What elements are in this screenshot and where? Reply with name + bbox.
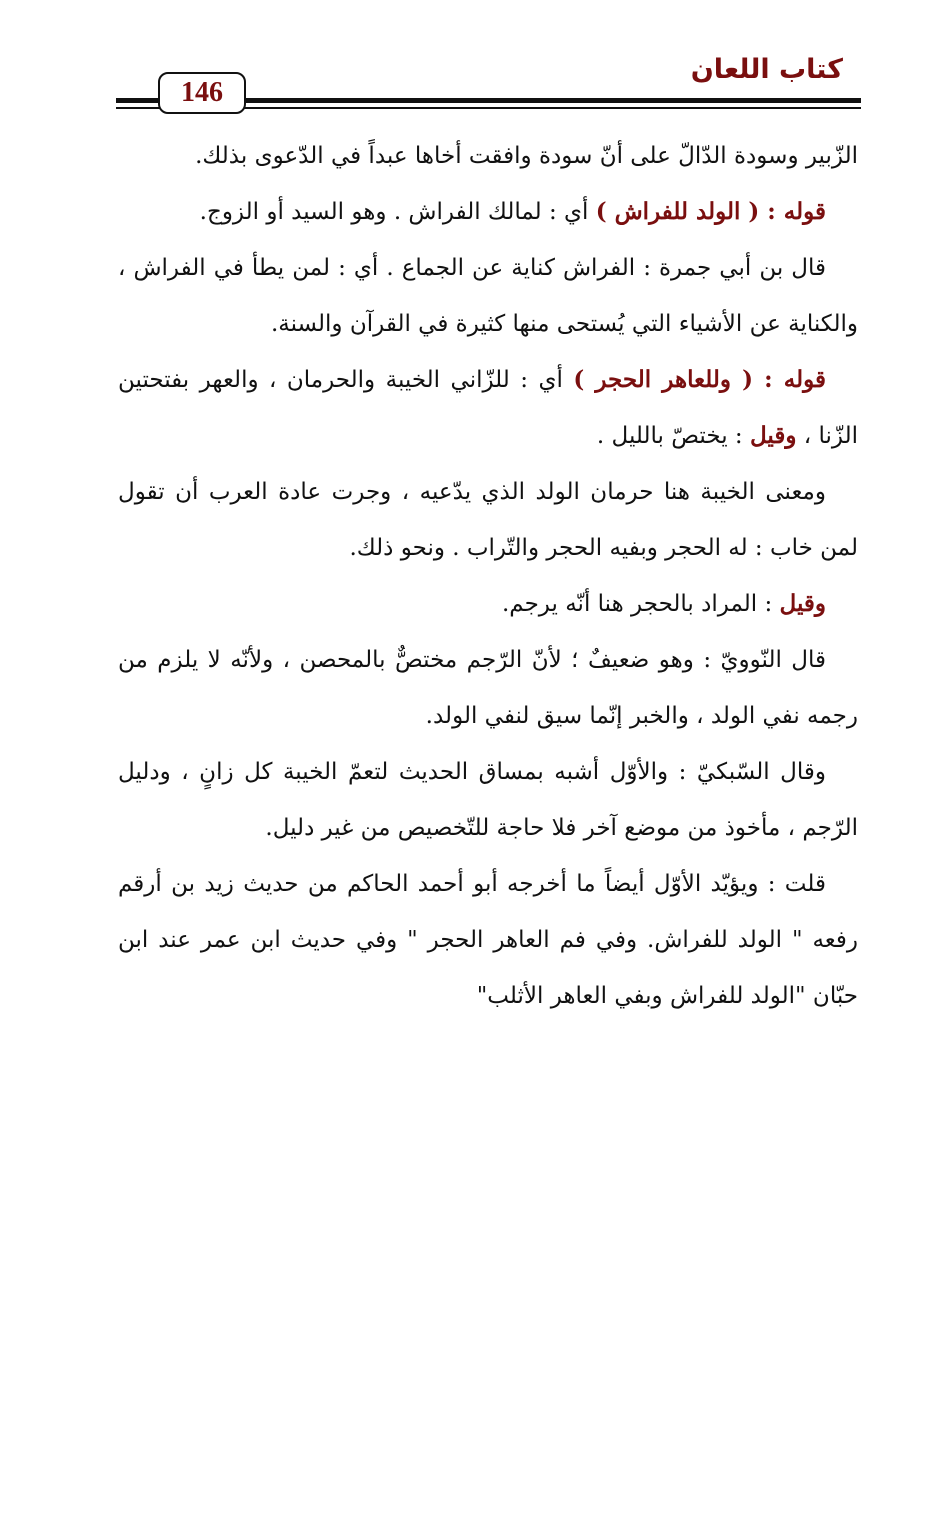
paragraph-text: أي : للزّاني الخيبة والحرمان ، والعهر بفتحتين الزّنا ،: [118, 367, 858, 449]
paragraph-7: [118, 632, 858, 744]
paragraph-9: [118, 856, 858, 1024]
quote-lead: قوله : ( وللعاهر الحجر ): [573, 366, 826, 393]
paragraph-4: [118, 352, 858, 464]
paragraph-text: قلت : ويؤيّد الأوّل أيضاً ما أخرجه أبو أحمد الحاكم من حديث زيد بن أرقم رفعه " الولد للفراش. وفي فم العاهر الحجر " وفي حديث ابن عمر عند ابن حبّان "الولد للفراش وبفي العاهر الأثلب": [118, 871, 858, 1009]
paragraph-text: قال النّوويّ : وهو ضعيفٌ ؛ لأنّ الرّجم مختصٌّ بالمحصن ، ولأنّه لا يلزم من رجمه نفي الولد ، والخبر إنّما سيق لنفي الولد.: [118, 647, 858, 729]
paragraph-tail: : يختصّ بالليل .: [596, 423, 750, 449]
paragraph-text: ومعنى الخيبة هنا حرمان الولد الذي يدّعيه ، وجرت عادة العرب أن تقول لمن خاب : له الحجر وبفيه الحجر والتّراب . ونحو ذلك.: [118, 479, 858, 561]
paragraph-3: [118, 240, 858, 352]
paragraph-8: [118, 744, 858, 856]
quote-lead: وقيل: [779, 590, 826, 617]
paragraph-text: أي : لمالك الفراش . وهو السيد أو الزوج.: [199, 199, 596, 225]
page-number: 146: [158, 72, 246, 114]
paragraph-text: الزّبير وسودة الدّالّ على أنّ سودة وافقت أخاها عبداً في الدّعوى بذلك.: [195, 143, 858, 169]
paragraph-6: [118, 576, 858, 632]
page-body: [118, 128, 858, 1024]
page-header: [116, 52, 861, 118]
paragraph-1: [118, 128, 858, 184]
paragraph-5: [118, 464, 858, 576]
paragraph-text: : المراد بالحجر هنا أنّه يرجم.: [501, 591, 780, 617]
paragraph-text: وقال السّبكيّ : والأوّل أشبه بمساق الحديث لتعمّ الخيبة كل زانٍ ، ودليل الرّجم ، مأخوذ من موضع آخر فلا حاجة للتّخصيص من غير دليل.: [118, 759, 858, 841]
paragraph-2: [118, 184, 858, 240]
quote-lead: قوله : ( الولد للفراش ): [595, 198, 826, 225]
quote-mid-lead: وقيل: [749, 422, 797, 449]
book-title: كتاب اللعان: [690, 54, 843, 85]
paragraph-text: قال بن أبي جمرة : الفراش كناية عن الجماع . أي : لمن يطأ في الفراش ، والكناية عن الأشياء التي يُستحى منها كثيرة في القرآن والسنة.: [118, 255, 858, 337]
